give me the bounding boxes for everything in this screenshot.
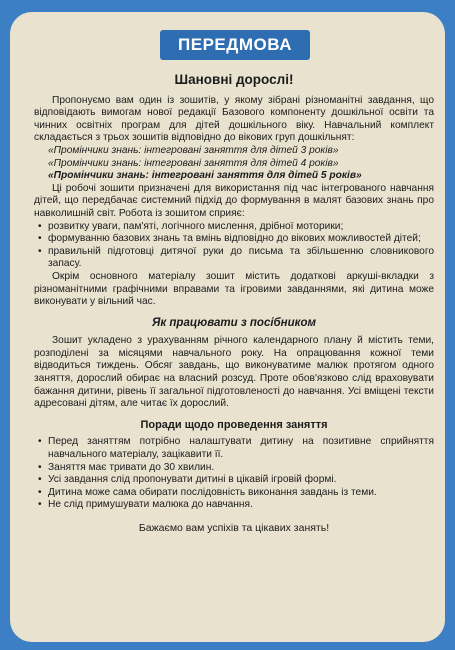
- benefits-list: [34, 221, 434, 271]
- list-item: • правильній підготовці дитячої руки до письма та збільшенню словникового запасу.: [34, 246, 434, 271]
- page-sheet: [10, 12, 445, 642]
- book-title-5: «Промінчики знань: інтегровані заняття для дітей 5 років»: [48, 170, 362, 182]
- greeting-heading: Шановні дорослі!: [174, 72, 294, 87]
- extra-paragraph: Окрім основного матеріалу зошит містить додаткові аркуші-вкладки з різноманітними графічними вправами та ігровими завданнями, які дитина може виконувати у вільний час.: [34, 270, 434, 308]
- preface-body: [34, 72, 434, 535]
- page-title: ПЕРЕДМОВА: [160, 30, 310, 60]
- list-item: • Перед заняттям потрібно налаштувати дитину на позитивне сприйняття навчального матеріалу, зацікавити її.: [34, 436, 434, 461]
- book-title-4: «Промінчики знань: інтегровані заняття для дітей 4 років»: [48, 157, 339, 169]
- list-item: • Не слід примушувати малюка до навчання.: [34, 499, 434, 512]
- book-title-3: «Промінчики знань: інтегровані заняття для дітей 3 років»: [48, 144, 339, 156]
- purpose-paragraph: Ці робочі зошити призначені для використання під час інтегрованого навчання дітей, що передбачає системний підхід до формування в малят базових знань про навколишній світ. Робота із зошитом сприяє:: [34, 182, 434, 219]
- intro-paragraph: Пропонуємо вам один із зошитів, у якому зібрані різноманітні завдання, що відповідають вимогам нової редакції Базового компоненту дошкільної освіти та чинних освітніх програм для дітей дошкільного віку. Навчальний комплект складається з трьох зошитів відповідно до вікових груп дошкільнят:: [34, 94, 434, 144]
- how-to-heading: Як працювати з посібником: [151, 316, 316, 329]
- tips-list: [34, 436, 434, 512]
- closing-line: Бажаємо вам успіхів та цікавих занять!: [138, 522, 330, 534]
- list-item: • формуванню базових знань та вмінь відповідно до вікових можливостей дітей;: [34, 233, 434, 246]
- list-item: • Усі завдання слід пропонувати дитині в цікавій ігровій формі.: [34, 474, 434, 487]
- list-item: • Заняття має тривати до 30 хвилин.: [34, 462, 434, 475]
- list-item: • Дитина може сама обирати послідовність виконання завдань із теми.: [34, 487, 434, 500]
- list-item: • розвитку уваги, пам'яті, логічного мислення, дрібної моторики;: [34, 221, 434, 234]
- how-to-paragraph: Зошит укладено з урахуванням річного календарного плану й містить теми, розподілені за місяцями навчального року. На опрацювання кожної теми відводиться тиждень. Обсяг завдань, що виконуватиме малюк протягом одного заняття, дорослий обирає на власний розсуд. Проте обов'язково слід враховувати бажання дитини, рівень її загальної підготовленості до навчання. Усі вміщені тексти адресовані дітям, але читає їх дорослий.: [34, 335, 434, 410]
- tips-heading: Поради щодо проведення заняття: [140, 418, 328, 431]
